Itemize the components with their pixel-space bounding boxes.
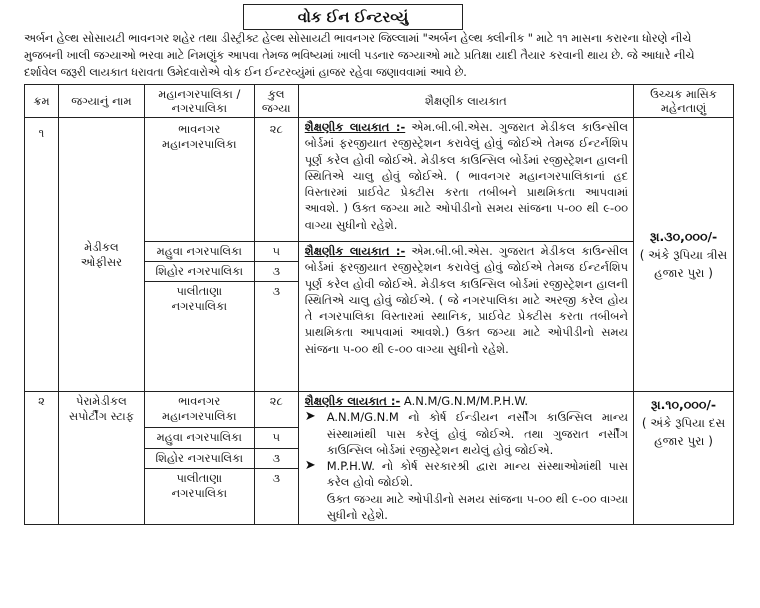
header-salary: ઉચ્ચક માસિક મહેનતાણું bbox=[634, 85, 734, 118]
vacancy-table bbox=[24, 84, 734, 525]
row2-count3: ૩ bbox=[254, 448, 298, 469]
row1-qual-text-a: એમ.બી.બી.એસ. ગુજરાત મેડીકલ કાઉન્સીલ બોર્ડમાં ફરજીયાત રજીસ્ટ્રેશન કરાવેલું હોવું જોઈએ તેમજ ઈન્ટર્નશિપ પૂર્ણ કરેલ હોવી જોઈએ. મેડીકલ કાઉન્સિલ બોર્ડમાં રજીસ્ટ્રેશન હાલની સ્થિતિએ ચાલુ હોવું જોઈએ. ( ભાવનગર મહાનગરપાલિકાનાં હદ વિસ્તારમાં પ્રાઈવેટ પ્રેક્ટીસ કરતા તબીબને પ્રાથમિકતા આપવામાં આવશે. ) ઉક્ત જગ્યા માટે ઓપીડીનો સમય સાંજના ૫-૦૦ થી ૯-૦૦ વાગ્યા સુધીનો રહેશે. bbox=[304, 120, 629, 232]
arrow-bullet-icon: ➤ bbox=[304, 458, 316, 474]
row2-qual-courses: A.N.M/G.N.M/M.P.H.W. bbox=[400, 394, 529, 408]
row1-qualification-b bbox=[298, 242, 633, 392]
row2-org2: મહુવા નગરપાલિકા bbox=[144, 428, 254, 449]
row1-sr: ૧ bbox=[25, 118, 59, 392]
row1-qualification-a bbox=[298, 118, 633, 242]
notice-title: વોક ઈન ઈન્ટરવ્યું bbox=[243, 4, 463, 30]
row2-opd-note: ઉક્ત જગ્યા માટે ઓપીડીનો સમય સાંજના ૫-૦૦ થી ૯-૦૦ વાગ્યા સુધીનો રહેશે. bbox=[326, 491, 629, 523]
row2-salary-amount: રૂા.૧૦,૦૦૦/- bbox=[650, 397, 717, 412]
row1-post: મેડીકલ ઓફીસર bbox=[58, 118, 144, 392]
row1-count1: ૨૮ bbox=[254, 118, 298, 242]
table-header-row bbox=[25, 85, 734, 118]
row2-org4: પાલીતાણા નગરપાલિકા bbox=[144, 469, 254, 525]
intro-paragraph: અર્બન હેલ્થ સોસાયટી ભાવનગર શહેર તથા ડીસ્ટ્રીક્ટ હેલ્થ સોસાયટી ભાવનગર જિલ્લામાં "અર્બન હેલ્થ ક્લીનીક " માટે ૧૧ માસના કરારના ધોરણે નીચે મુજબની ખાલી જગ્યાઓ ભરવા માટે નિમણુંક આપવા તેમજ ભવિષ્યમાં ખાલી પડનાર જગ્યાઓ માટે પ્રતિક્ષા યાદી તૈયાર કરવાની થાય છે. જે આધારે નીચે દર્શાવેલ જરૂરી લાયકાત ધરાવતા ઉમેદવારોએ વોક ઈન ઈન્ટરવ્યુંમાં હાજર રહેવા જણાવવામાં આવે છે. bbox=[24, 32, 695, 79]
row1-salary-amount: રૂા.૩૦,૦૦૦/- bbox=[649, 228, 718, 244]
row1-qual-label-a: શૈક્ષણીક લાયકાત :- bbox=[304, 120, 406, 134]
row1-salary-words: ( અંકે રૂપિયા ત્રીસ હજાર પુરા ) bbox=[639, 247, 728, 280]
header-post: જગ્યાનું નામ bbox=[58, 85, 144, 118]
row2-count1: ૨૮ bbox=[254, 392, 298, 428]
table-row bbox=[25, 392, 734, 428]
row2-salary bbox=[634, 392, 734, 525]
row2-sr: ૨ bbox=[25, 392, 59, 525]
row1-qual-text-b: એમ.બી.બી.એસ. ગુજરાત મેડીકલ કાઉન્સીલ બોર્ડમાં ફરજીયાત રજીસ્ટ્રેશન કરાવેલું હોવું જોઈએ તેમજ ઈન્ટર્નશિપ પૂર્ણ કરેલ હોવી જોઈએ. મેડીકલ કાઉન્સિલ બોર્ડમાં રજીસ્ટ્રેશન હાલની સ્થિતિએ ચાલુ હોવું જોઈએ. ( જે નગરપાલિકા માટે અરજી કરેલ હોય તે નગરપાલિકા વિસ્તારમાં સ્થાનિક, પ્રાઈવેટ પ્રેક્ટીસ કરતા તબીબને પ્રાથમિકતા આપવામાં આવશે.) ઉક્ત જગ્યા માટે ઓપીડીનો સમય સાંજના ૫-૦૦ થી ૯-૦૦ વાગ્યા સુધીનો રહેશે. bbox=[304, 244, 629, 356]
row1-org4: પાલીતાણા નગરપાલિકા bbox=[144, 282, 254, 392]
row2-bullet-1 bbox=[305, 409, 628, 458]
row1-org2: મહુવા નગરપાલિકા bbox=[144, 242, 254, 262]
row2-bullet-2-text: M.P.H.W. નો કોર્ષ સરકારશ્રી દ્વારા માન્ય સંસ્થાઓમાંથી પાસ કરેલ હોવો જોઈશે. bbox=[326, 459, 629, 490]
header-sr: ક્રમ bbox=[25, 85, 59, 118]
row2-qual-head bbox=[305, 393, 628, 409]
row2-qualification bbox=[298, 392, 633, 525]
row1-count3: ૩ bbox=[254, 262, 298, 282]
row2-bullet-1-text: A.N.M/G.N.M નો કોર્ષ ઈન્ડીયન નર્સીંગ કાઉન્સિલ માન્ય સંસ્થામાંથી પાસ કરેલું હોવું જોઈએ. તથા ગુજરાત નર્સીંગ કાઉન્સિલ બોર્ડમાં રજીસ્ટ્રેશન થયેલું હોવું જોઈએ. bbox=[326, 410, 629, 457]
row1-count2: ૫ bbox=[254, 242, 298, 262]
row2-bullet-2 bbox=[305, 458, 628, 491]
table-row bbox=[25, 118, 734, 242]
header-count: કુલ જગ્યા bbox=[254, 85, 298, 118]
row1-org3: શિહોર નગરપાલિકા bbox=[144, 262, 254, 282]
row2-org1: ભાવનગર મહાનગરપાલિકા bbox=[144, 392, 254, 428]
arrow-bullet-icon: ➤ bbox=[304, 409, 316, 425]
header-org: મહાનગરપાલિકા / નગરપાલિકા bbox=[144, 85, 254, 118]
header-qualification: શૈક્ષણીક લાયકાત bbox=[298, 85, 633, 118]
row2-qual-label: શૈક્ષણીક લાયકાત :- bbox=[304, 394, 401, 408]
row2-org3: શિહોર નગરપાલિકા bbox=[144, 448, 254, 469]
row1-salary bbox=[634, 118, 734, 392]
row1-count4: ૩ bbox=[254, 282, 298, 392]
row2-count4: ૩ bbox=[254, 469, 298, 525]
row2-salary-words: ( અંકે રૂપિયા દસ હજાર પુરા ) bbox=[641, 416, 726, 448]
row2-count2: ૫ bbox=[254, 428, 298, 449]
row1-qual-label-b: શૈક્ષણીક લાયકાત :- bbox=[304, 244, 406, 258]
row1-org1: ભાવનગર મહાનગરપાલિકા bbox=[144, 118, 254, 242]
row2-post: પેરામેડીકલ સપોર્ટીંગ સ્ટાફ bbox=[58, 392, 144, 525]
